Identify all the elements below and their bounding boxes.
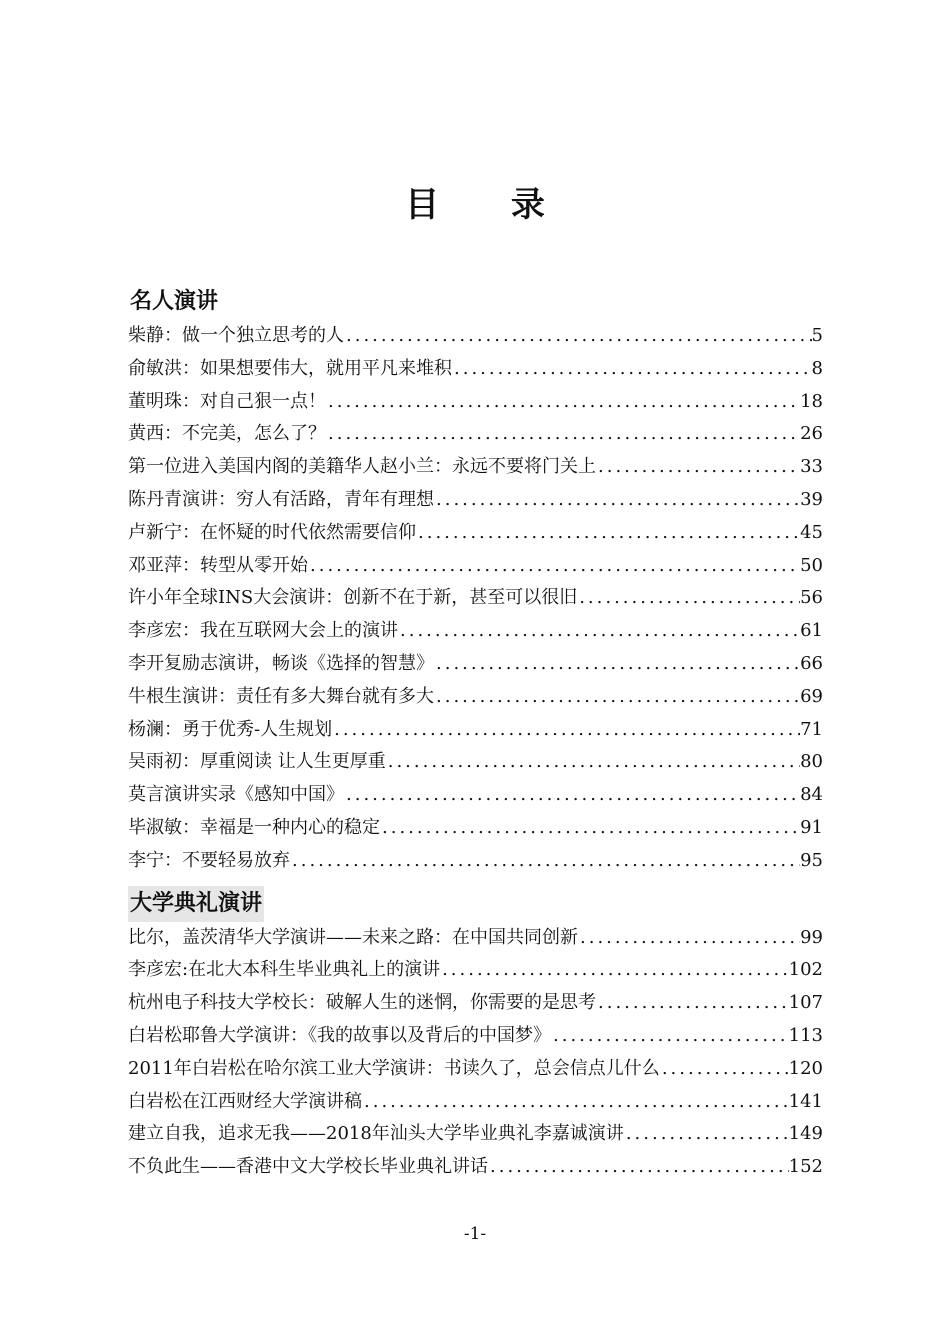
dot-leader [578, 922, 800, 955]
toc-entry[interactable] [128, 1053, 823, 1086]
entry-page-number: 84 [800, 784, 823, 806]
toc-entry[interactable] [128, 714, 823, 747]
entry-title: 白岩松耶鲁大学演讲：《我的故事以及背后的中国梦》 [128, 1024, 551, 1046]
dot-leader [326, 386, 800, 419]
entry-page-number: 61 [800, 620, 823, 642]
entry-page-number: 80 [800, 751, 823, 773]
entry-title: 毕淑敏：幸福是一种内心的稳定 [128, 816, 380, 838]
toc-entry[interactable] [128, 954, 823, 987]
page-title: 目 录 [405, 185, 575, 225]
toc-entry[interactable] [128, 1086, 823, 1119]
entry-page-number: 39 [800, 488, 823, 510]
entry-page-number: 99 [800, 926, 823, 948]
entry-title: 杨澜：勇于优秀-人生规划 [128, 718, 333, 740]
entry-title: 柴静：做一个独立思考的人 [128, 325, 344, 346]
dot-leader [488, 1151, 789, 1184]
entry-page-number: 91 [800, 816, 823, 838]
entry-page-number: 152 [788, 1156, 823, 1178]
toc-entry[interactable] [128, 812, 823, 845]
table-of-contents [128, 284, 823, 1184]
toc-entry[interactable] [128, 320, 823, 353]
dot-leader [332, 714, 800, 747]
toc-section-celebrity-speeches [128, 284, 823, 878]
entry-title: 不负此生——香港中文大学校长毕业典礼讲话 [128, 1156, 488, 1178]
dot-leader [551, 1020, 789, 1053]
entry-title: 李宁：不要轻易放弃 [128, 849, 290, 871]
entry-title: 邓亚萍：转型从零开始 [128, 554, 308, 576]
dot-leader [308, 550, 800, 583]
toc-entry[interactable] [128, 1020, 823, 1053]
toc-entry[interactable] [128, 922, 823, 955]
dot-leader [434, 648, 800, 681]
dot-leader [434, 681, 800, 714]
entry-title: 2011年白岩松在哈尔滨工业大学演讲：书读久了，总会信点儿什么 [128, 1057, 660, 1079]
toc-section-university-speeches [128, 886, 823, 1184]
toc-entry[interactable] [128, 779, 823, 812]
dot-leader [624, 1118, 789, 1151]
entry-title: 许小年全球INS大会演讲：创新不在于新，甚至可以很旧 [128, 587, 578, 609]
toc-entry[interactable] [128, 845, 823, 878]
entry-page-number: 45 [800, 521, 823, 543]
dot-leader [344, 320, 812, 353]
entry-page-number: 18 [800, 390, 823, 412]
entry-page-number: 69 [800, 685, 823, 707]
dot-leader [290, 845, 800, 878]
entry-title: 莫言演讲实录《感知中国》 [128, 784, 344, 806]
dot-leader [362, 1086, 789, 1119]
entry-page-number: 50 [800, 554, 823, 576]
entry-title: 白岩松在江西财经大学演讲稿 [128, 1090, 362, 1112]
dot-leader [660, 1053, 789, 1086]
section-spacer [128, 878, 823, 886]
dot-leader [452, 353, 812, 386]
toc-entry[interactable] [128, 746, 823, 779]
entry-title: 卢新宁：在怀疑的时代依然需要信仰 [128, 521, 416, 543]
dot-leader [434, 484, 800, 517]
dot-leader [596, 987, 789, 1020]
dot-leader [416, 517, 800, 550]
toc-entry[interactable] [128, 517, 823, 550]
entry-title: 黄西：不完美，怎么了？ [128, 423, 326, 445]
toc-entry[interactable] [128, 681, 823, 714]
entry-title: 俞敏洪：如果想要伟大，就用平凡来堆积 [128, 357, 452, 379]
entry-title: 李开复励志演讲，畅谈《选择的智慧》 [128, 652, 434, 674]
entry-page-number: 8 [811, 357, 823, 379]
toc-entry[interactable] [128, 386, 823, 419]
toc-entry[interactable] [128, 987, 823, 1020]
section-heading[interactable]: 名人演讲 [130, 289, 219, 314]
page-number-footer: -1- [463, 1224, 487, 1244]
entry-title: 李彦宏:在北大本科生毕业典礼上的演讲 [128, 959, 441, 981]
toc-entry[interactable] [128, 582, 823, 615]
entry-page-number: 102 [788, 959, 823, 981]
dot-leader [596, 451, 800, 484]
dot-leader [344, 779, 800, 812]
toc-entry[interactable] [128, 648, 823, 681]
entry-title: 建立自我，追求无我——2018年汕头大学毕业典礼李嘉诚演讲 [128, 1123, 624, 1145]
entry-title: 第一位进入美国内阁的美籍华人赵小兰：永远不要将门关上 [128, 456, 596, 478]
entry-page-number: 56 [800, 587, 823, 609]
dot-leader [577, 582, 800, 615]
entry-title: 牛根生演讲：责任有多大舞台就有多大 [128, 685, 434, 707]
entry-page-number: 33 [800, 456, 823, 478]
entry-page-number: 149 [788, 1123, 823, 1145]
entry-page-number: 5 [811, 325, 823, 346]
toc-entry[interactable] [128, 484, 823, 517]
toc-entry[interactable] [128, 550, 823, 583]
dot-leader [380, 812, 800, 845]
entry-title: 李彦宏：我在互联网大会上的演讲 [128, 620, 398, 642]
entry-title: 杭州电子科技大学校长：破解人生的迷惘，你需要的是思考 [128, 992, 596, 1014]
entry-page-number: 66 [800, 652, 823, 674]
toc-entry[interactable] [128, 353, 823, 386]
toc-entry[interactable] [128, 1151, 823, 1184]
entry-page-number: 120 [788, 1057, 823, 1079]
entry-title: 吴雨初：厚重阅读 让人生更厚重 [128, 751, 386, 773]
toc-entry[interactable] [128, 615, 823, 648]
section-heading[interactable]: 大学典礼演讲 [128, 886, 264, 922]
dot-leader [398, 615, 800, 648]
entry-page-number: 113 [788, 1024, 823, 1046]
entry-title: 比尔，盖茨清华大学演讲——未来之路：在中国共同创新 [128, 926, 578, 948]
entry-page-number: 71 [800, 718, 823, 740]
entry-page-number: 26 [800, 423, 823, 445]
entry-title: 陈丹青演讲：穷人有活路，青年有理想 [128, 488, 434, 510]
entry-page-number: 107 [788, 992, 823, 1014]
entry-page-number: 95 [800, 849, 823, 871]
toc-entry[interactable] [128, 418, 823, 451]
dot-leader [440, 954, 789, 987]
toc-entry[interactable] [128, 1118, 823, 1151]
dot-leader [386, 746, 800, 779]
toc-entry[interactable] [128, 451, 823, 484]
entry-page-number: 141 [788, 1090, 823, 1112]
entry-title: 董明珠：对自己狠一点！ [128, 390, 326, 412]
dot-leader [326, 418, 800, 451]
